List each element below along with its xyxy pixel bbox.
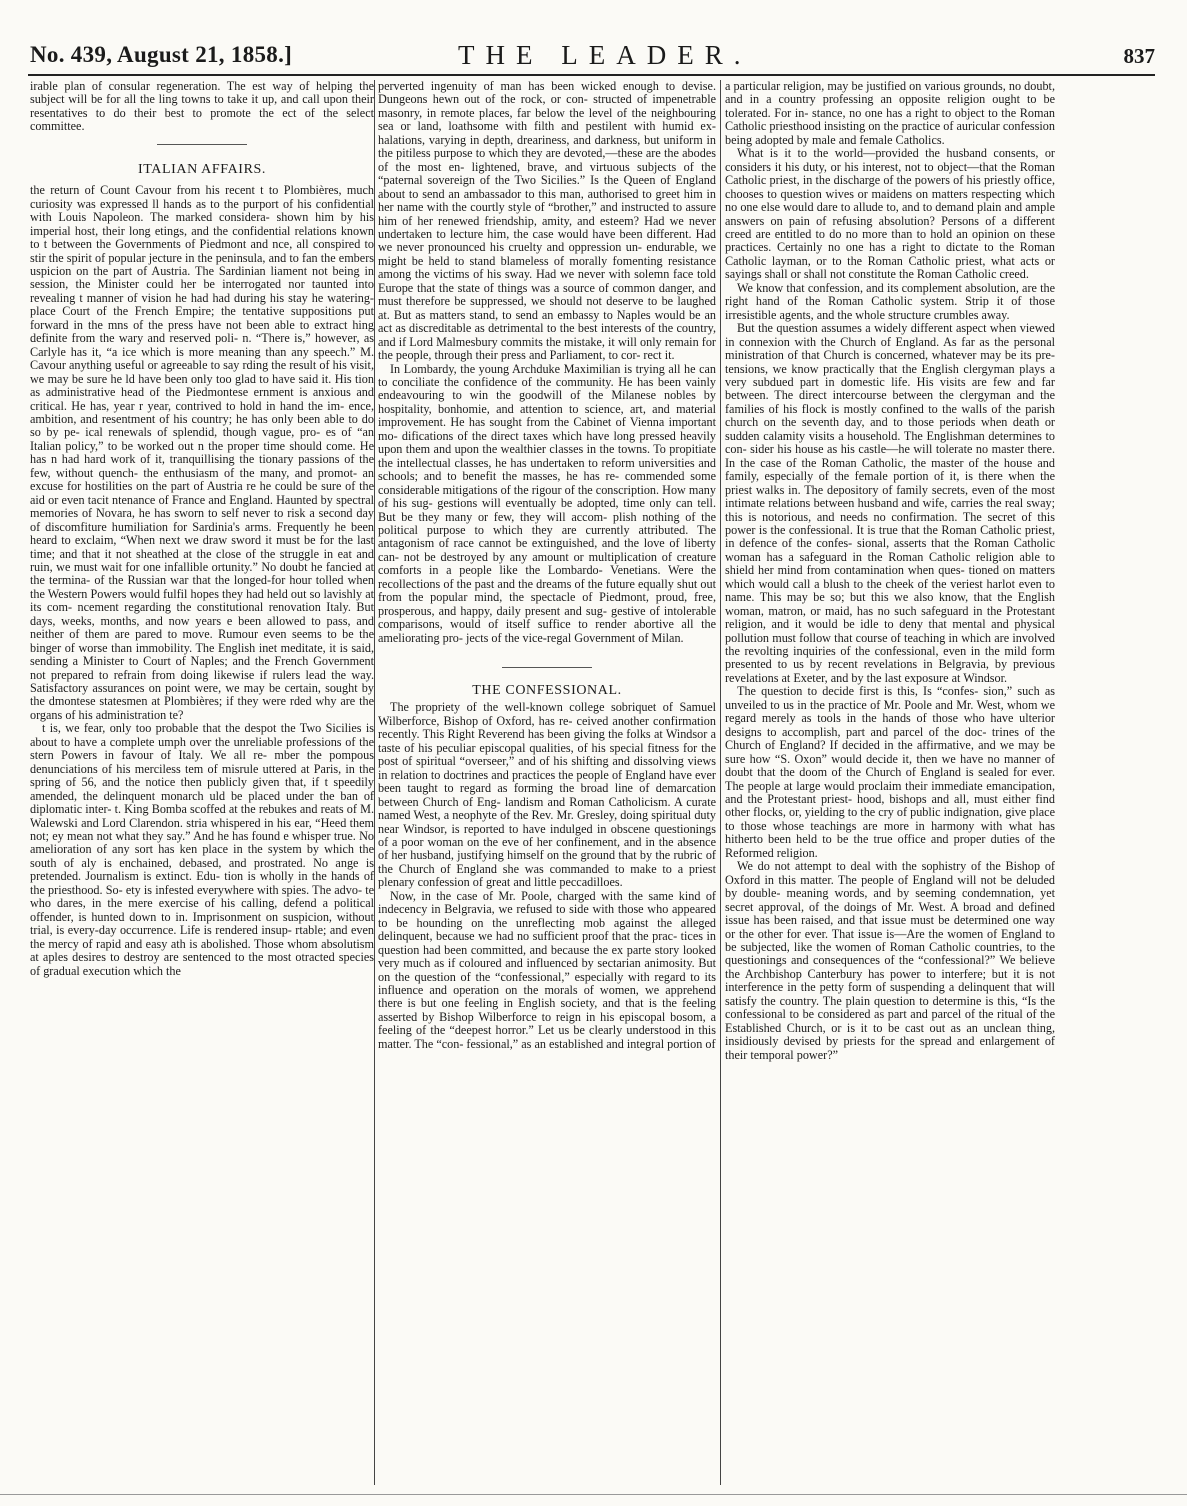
issue-date: No. 439, August 21, 1858.]	[30, 42, 293, 67]
paragraph: We do not attempt to deal with the sophistry of the Bishop of Oxford in this matter. The people of England will not be deluded by double- meaning words, and by seeming condemnation, yet secret approval, of the doings of Mr. West. A broad and defined issue has been raised, and that issue must be determined one way or the other for ever. That issue is—Are the women of England to be subjected, like the women of Roman Catholic countries, to the questionings and consequences of the “confessional?” We believe the Archbishop Canterbury has power to interfere; but it is not interference in the petty form of suspending a delinquent that will satisfy the country. The plain question to determine is this, “Is the confessional to be considered as part and parcel of the ritual of the Established Church, or is it to be cast out as an unclean thing, insidiously devised by priests for the spread and enlargement of their temporal power?”	[725, 859, 1055, 1062]
paragraph: t is, we fear, only too probable that the despot the Two Sicilies is about to have a complete umph over the unreliable professions of the stern Powers in favour of Italy. We all re- mber the pompous denunciations of his merciless tem of misrule uttered at Paris, in the spring of 56, and the notice then publicly given that, if t speedily amended, the delinquent monarch uld be placed under the ban of diplomatic inter- t. King Bomba scoffed at the rebukes and reats of M. Walewski and Lord Clarendon. stria whispered in his ear, “Heed them not; ey mean not what they say.” And he has found e whisper true. No amelioration of any sort has ken place in the system by which the south of aly is enchained, debased, and prostrated. No ange is pretended. Journalism is extinct. Edu- tion is wholly in the hands of the priesthood. So- ety is infested everywhere with spies. The advo- te who dares, in the mere exercise of his calling, defend a political offender, is hunted down to in. Imprisonment on suspicion, without trial, is every-day occurrence. Life is rendered insup- rtable; and even the mercy of rapid and easy ath is abolished. Those whom absolutism at aples desires to destroy are sentenced to the most otracted species of gradual execution which the	[30, 721, 374, 978]
paragraph: The question to decide first is this, Is “confes- sion,” such as unveiled to us in the practice of Mr. Poole and Mr. West, whom we regard merely as tools in the hands of those who have ulterior designs to accomplish, part and parcel of the doc- trines of the Church of England? If decided in the affirmative, and we may be sure how “S. Oxon” would decide it, then we have no manner of doubt that the doom of the Church of England is sealed for ever. The people at large would proclaim their immediate emancipation, and the Protestant priest- hood, bishops and all, must either find other flocks, or, yielding to the cry of public indignation, give place to those whose teachings are more in harmony with what has hitherto been held to be the true office and proper duties of the Reformed religion.	[725, 684, 1055, 860]
column-divider	[720, 80, 721, 1485]
header-rule	[28, 74, 1155, 76]
section-rule	[502, 667, 592, 668]
section-heading-confessional: THE CONFESSIONAL.	[472, 683, 622, 699]
paragraph: We know that confession, and its complement absolution, are the right hand of the Roman Catholic system. Strip it of those irresistible agents, and the whole structure crumbles away.	[725, 280, 1055, 322]
paragraph: a particular religion, may be justified on various grounds, no doubt, and in a country professing an opposite religion ought to be tolerated. For in- stance, no one has a right to object to the Roman Catholic priesthood insisting on the practice of auricular confession being adopted by male and female Catholics.	[725, 80, 1055, 147]
column-2	[378, 80, 716, 1484]
paragraph: In Lombardy, the young Archduke Maximilian is trying all he can to conciliate the confidence of the community. He has been vainly endeavouring to win the goodwill of the Milanese nobles by hospitality, bonhomie, and attention to science, art, and material improvement. He has sought from the Cabinet of Vienna important mo- difications of the direct taxes which have long pressed heavily upon them and upon the wealthier classes in the towns. To propitiate the intellectual classes, he has undertaken to reform universities and schools; and to benefit the masses, he has re- commended some considerable mitigations of the rigour of the conscription. How many of his sug- gestions will eventually be adopted, time only can tell. But be they many or few, they will accom- plish nothing of the political purpose to which they are currently attributed. The antagonism of race cannot be extinguished, and the love of liberty can- not be destroyed by any amount or multiplication of creature comforts in a people like the Lombardo- Venetians. Were the recollections of the past and the dreams of the future equally shut out from the popular mind, the spectacle of Piedmont, proud, free, prosperous, and happy, daily present and sug- gestive of intolerable comparisons, would of itself suffice to render abortive all the ameliorating pro- jects of the vice-regal Government of Milan.	[378, 361, 716, 645]
page-header	[30, 42, 1155, 76]
paragraph: What is it to the world—provided the husband consents, or considers it his duty, or his interest, not to object—that the Roman Catholic priest, in the discharge of the powers of his priestly office, chooses to question wives or maidens on matters respecting which no one else would dare to allude to, and to demand plain and ample answers on pain of refusing absolution? Persons of a different creed are entitled to do no more than to hold an opinion on these practices. Certainly no one has a right to dictate to the Roman Catholic layman, or to the Roman Catholic priest, what acts or sayings shall or shall not constitute the Roman Catholic creed.	[725, 146, 1055, 282]
section-heading-italian-affairs: ITALIAN AFFAIRS.	[137, 161, 266, 177]
paragraph: perverted ingenuity of man has been wicked enough to devise. Dungeons hewn out of the rock, or con- structed of impenetrable masonry, in remote places, far below the level of the neighbouring sea or land, loathsome with filth and pestilent with humid ex- halations, varying in depth, dreariness, and darkness, but uniform in the pitiless purpose to which they are devoted,—these are the abodes of the most en- lightened, brave, and virtuous subjects of the “paternal sovereign of the Two Sicilies.” Is the Queen of England about to send an ambassador to this man, authorised to greet him in her name with the courtly style of “brother,” and instructed to assure him of her renewed friendship, amity, and esteem? Had we never undertaken to lecture him, the case would have been different. Had we never pronounced his cruelty and oppression un- endurable, we might be held to stand blameless of morally fomenting resistance among the victims of his sway. Had we never with solemn face told Europe that the state of things was a source of common danger, and must therefore be suppressed, we should not deserve to be laughed at. But as matters stand, to send an embassy to Naples would be an act as discreditable as detrimental to the best interests of the country, and if Lord Malmesbury commits the mistake, it will only remain for the people, through their press and Parliament, to cor- rect it.	[378, 80, 716, 363]
masthead-title: THE LEADER.	[458, 40, 752, 70]
column-1	[30, 80, 374, 1484]
column-3	[725, 80, 1055, 1484]
page-bottom-edge	[0, 1494, 1187, 1495]
paragraph: irable plan of consular regeneration. The est way of helping the subject will be for all the ling towns to take it up, and call upon their resentatives to do their best to promote the ect of the select committee.	[30, 80, 374, 134]
section-rule	[157, 144, 247, 145]
column-divider	[374, 80, 375, 1485]
paragraph: the return of Count Cavour from his recent t to Plombières, much curiosity was expressed ll hands as to the purport of his confidential with Louis Napoleon. The marked considera- shown him by his imperial host, their long etings, and the confidential relations known to t between the Governments of Piedmont and nce, all conspired to stir the spirit of popular jecture in the peninsula, and to fan the embers uspicion on the part of Austria. The Sardinian liament not being in session, the Minister could her be interrogated nor taunted into revealing t manner of vision he had had during his stay he watering-place Court of the French Empire; the tentative suppositions put forward in the mns of the press have not been able to extract hing definite from the wary and reserved poli- n. “There is,” however, as Carlyle has it, “a ice which is more meaning than any speech.” M. Cavour anything useful or agreeable to say rding the result of his visit, we may be sure he ld have been only too glad to have said it. His tion as administrative head of the Piedmontese ernment is anxious and critical. He has, year r year, contrived to hold in hand the im- ence, ambition, and resentment of his country; he has only been able to do so by pe- ical renewals of splendid, though vague, pro- es of “an Italian policy,” to be worked out n the proper time should come. He has n had hard work of it, tranquillising the tionary passions of the few, without quench- the enthusiasm of the many, and promot- an excuse for hostilities on the part of Austria re he could be sure of the aid or even tacit ntenance of France and England. Haunted by spectral memories of Novara, he has sworn to self never to risk a second day of discomfiture humiliation for Sardinia's arms. Frequently he been heard to exclaim, “When next we draw sword it must be for the last time; and that it not sheathed at the close of the struggle in eat and ruin, we must wait for one infallible ortunity.” No doubt he fancied at the termina- of the Russian war that the longed-for hour tolled when the Western Powers would fulfil hopes they had held out so lavishly at its com- ncement regarding the constitutional renovation Italy. But days, weeks, months, and now years e been allowed to pass, and neither of them are pared to move. Rumour even seems to be the binger of worse than immobility. The English inet meditate, it is said, sending a Minister to Court of Naples; and the French Government not prepared to refrain from doing likewise if rulers lead the way. Satisfactory assurances on point were, we may be certain, sought by the dmontese statesmen at Plombières; if they were rded why are the organs of his administration te?	[30, 183, 374, 722]
page-number: 837	[1123, 44, 1155, 68]
paragraph: The propriety of the well-known college sobriquet of Samuel Wilberforce, Bishop of Oxford, has re- ceived another confirmation recently. This Right Reverend has been giving the folks at Windsor a taste of his peculiar episcopal qualities, of his special fitness for the post of spiritual “overseer,” and of his shifting and dissolving views in relation to doctrines and practices the people of England have ever been taught to regard as forming the broad line of demarcation between Church of Eng- landism and Roman Catholicism. A curate named West, a neophyte of the Rev. Mr. Gresley, doing spiritual duty near Windsor, is reported to have indulged in obscene questionings of a poor woman on the eve of her confinement, and in the absence of her husband, justifying himself on the ground that by the rubric of the Church of England she was commanded to make to a priest plenary confession of great and little peccadilloes.	[378, 700, 716, 890]
paragraph: But the question assumes a widely different aspect when viewed in connexion with the Church of England. As far as the personal ministration of that Church is concerned, whatever may be its pre- tensions, we know practically that the English clergyman plays a very subdued part in domestic life. His visits are few and far between. The direct intercourse between the clergyman and the families of his flock is mostly confined to the walls of the parish church on the seventh day, and to those periods when death or sudden calamity visits a household. The Englishman determines to con- sider his house as his castle—he will tolerate no master there. In the case of the Roman Catholic, the master of the house and family, especially of the female portion of it, is there when the priest walks in. The depository of family secrets, even of the most intimate relations between husband and wife, carries the real sway; this is notorious, and needs no confirmation. The secret of this power is the confessional. It is true that the Roman Catholic priest, in defence of the confes- sional, asserts that the Roman Catholic woman has a safeguard in the Roman Catholic religion able to shield her mind from contamination when ques- tioned on matters which would call a blush to the cheek of the veriest harlot even to name. This may be so; but this we also know, that the English woman, matron, or maid, has no such safeguard in the Protestant religion, and it would be idle to deny that mental and physical pollution must follow that course of teaching in which are involved the revolting inquiries of the confessional, even in the mild form presented to us by recent revelations in Belgravia, by previous revelations at Exeter, and by the last exposure at Windsor.	[725, 321, 1055, 685]
paragraph: Now, in the case of Mr. Poole, charged with the same kind of indecency in Belgravia, we refused to side with those who appeared to be hounding on the unreflecting mob against the alleged delinquent, because we had no sufficient proof that the prac- tices in question had been committed, and because the ex parte story looked very much as if coloured and influenced by sectarian animosity. But on the question of the “confessional,” especially with regard to its influence and operation on the morals of women, we apprehend there is but one feeling in English society, and that is the feeling asserted by Bishop Wilberforce to reign in his episcopal bosom, a feeling of the “deepest horror.” Let us be clearly understood in this matter. The “con- fessional,” as an established and integral portion of	[378, 888, 716, 1051]
